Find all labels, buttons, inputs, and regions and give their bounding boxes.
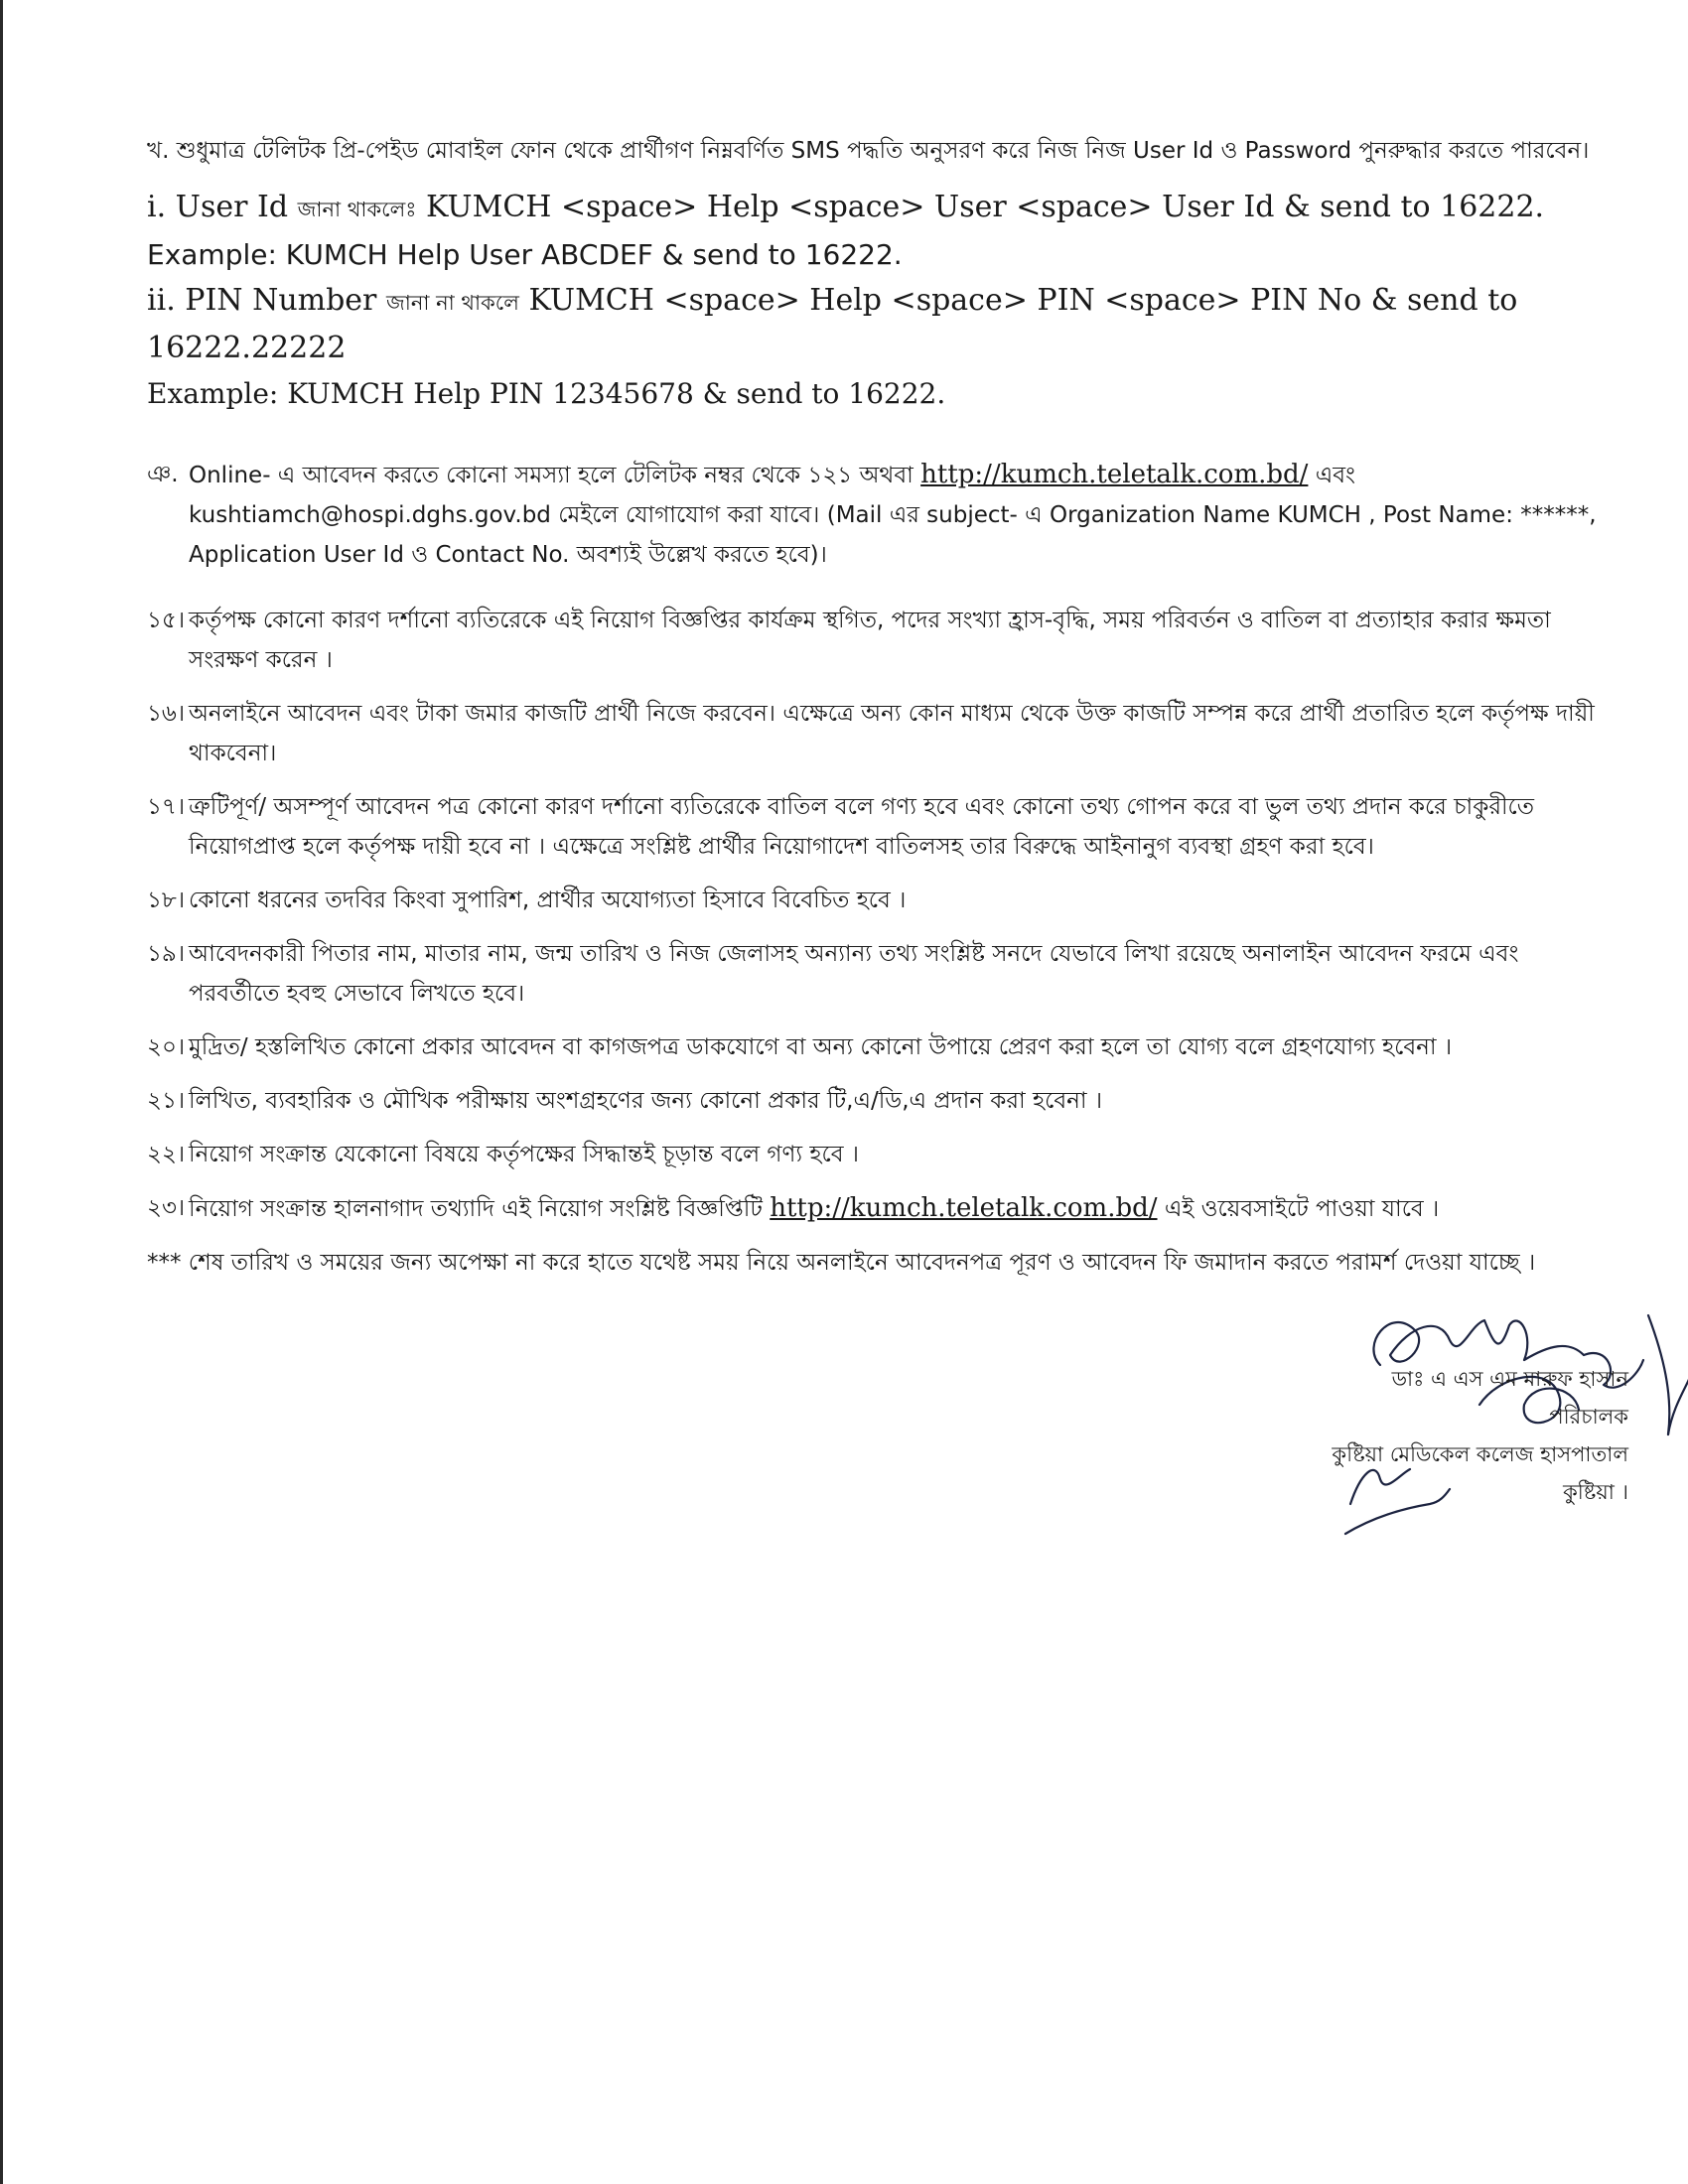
list-item [147, 694, 1617, 773]
item-text: অনলাইনে আবেদন এবং টাকা জমার কাজটি প্রার্থী নিজে করবেন। এক্ষেত্রে অন্য কোন মাধ্যম থেকে উক্ত কাজটি সম্পন্ন করে প্রার্থী প্রতারিত হলে কর্তৃপক্ষ দায়ী থাকবেনা। [189, 701, 1595, 766]
sms-user-id-command: KUMCH <space> Help <space> User <space> User Id [425, 190, 1275, 224]
sms-user-id-condition: জানা থাকলেঃ [297, 198, 417, 221]
sms-user-id-line [147, 185, 1617, 232]
clause-number: ঞ. [147, 462, 179, 487]
list-item [147, 787, 1617, 867]
signatory-organization: কুষ্টিয়া মেডিকেল কলেজ হাসপাতাল [1332, 1442, 1628, 1466]
sms-pin-prefix: ii. PIN Number [147, 283, 377, 318]
item-text: কর্তৃপক্ষ কোনো কারণ দর্শানো ব্যতিরেকে এই নিয়োগ বিজ্ঞপ্তির কার্যক্রম স্থগিত, পদের সংখ্যা হ্রাস-বৃদ্ধি, সময় পরিবর্তন ও বাতিল বা প্রত্যাহার করার ক্ষমতা সংরক্ষণ করেন । [189, 608, 1551, 673]
list-item [147, 1027, 1617, 1067]
document-body [147, 131, 1617, 1283]
signature-block [1311, 1360, 1628, 1539]
sms-instructions [147, 185, 1617, 417]
list-item [147, 1135, 1617, 1174]
sms-pin-condition: জানা না থাকলে [385, 291, 519, 315]
item-text: লিখিত, ব্যবহারিক ও মৌখিক পরীক্ষায় অংশগ্রহণের জন্য কোনো প্রকার টি,এ/ডি,এ প্রদান করা হবেনা । [189, 1088, 1103, 1114]
item-text: নিয়োগ সংক্রান্ত যেকোনো বিষয়ে কর্তৃপক্ষের সিদ্ধান্তই চূড়ান্ত বলে গণ্য হবে । [189, 1142, 860, 1167]
sms-user-id-tail: & send to 16222. [1284, 190, 1545, 224]
sms-pin-example: Example: KUMCH Help PIN 12345678 & send to 16222. [147, 377, 946, 410]
item-text: মুদ্রিত/ হস্তলিখিত কোনো প্রকার আবেদন বা কাগজপত্র ডাকযোগে বা অন্য কোনো উপায়ে প্রেরণ করা হলে তা যোগ্য বলে গ্রহণযোগ্য হবেনা । [189, 1034, 1453, 1060]
signatory-place: কুষ্টিয়া । [1563, 1480, 1628, 1504]
clause-online-help-text-2: এবং kushtiamch@hospi.dghs.gov.bd মেইলে যোগাযোগ করা যাবে। (Mail এর subject- এ Organization Name KUMCH , Post Name: ******, Application User Id ও Contact No. অবশ্যই উল্লেখ করতে হবে)। [189, 463, 1597, 568]
list-item [147, 601, 1617, 680]
teletalk-link[interactable]: http://kumch.teletalk.com.bd/ [770, 1193, 1158, 1223]
list-item [147, 1188, 1617, 1229]
teletalk-link[interactable]: http://kumch.teletalk.com.bd/ [920, 460, 1309, 489]
item-number: ১৮। [147, 887, 186, 913]
clause-online-help-text-1: Online- এ আবেদন করতে কোনো সমস্যা হলে টেলিটক নম্বর থেকে ১২১ অথবা [189, 463, 914, 488]
item-number: ২২। [147, 1142, 186, 1167]
item-text: নিয়োগ সংক্রান্ত হালনাগাদ তথ্যাদি এই নিয়োগ সংশ্লিষ্ট বিজ্ঞপ্তিটি [189, 1196, 763, 1222]
item-text: কোনো ধরনের তদবির কিংবা সুপারিশ, প্রার্থীর অযোগ্যতা হিসাবে বিবেচিত হবে । [189, 887, 907, 913]
sms-pin-command: KUMCH <space> Help <space> PIN <space> PIN No [528, 283, 1362, 318]
item-text: আবেদনকারী পিতার নাম, মাতার নাম, জন্ম তারিখ ও নিজ জেলাসহ অন্যান্য তথ্য সংশ্লিষ্ট সনদে যেভাবে লিখা রয়েছে অনালাইন আবেদন ফরমে এবং পরবর্তীতে হবহু সেভাবে লিখতে হবে। [189, 941, 1519, 1007]
signatory-name: ডাঃ এ এস এম মারুফ হাসান [1391, 1367, 1628, 1391]
item-number: ১৯। [147, 941, 186, 967]
sms-pin-tail: & send to 16222.22222 [147, 283, 1518, 365]
sms-user-id-prefix: i. User Id [147, 190, 289, 224]
page-edge [0, 0, 3, 2184]
list-item [147, 934, 1617, 1014]
item-number: ১৫। [147, 608, 186, 633]
item-text: ত্রুটিপূর্ণ/ অসম্পূর্ণ আবেদন পত্র কোনো কারণ দর্শানো ব্যতিরেকে বাতিল বলে গণ্য হবে এবং কোনো তথ্য গোপন করে বা ভুল তথ্য প্রদান করে চাকুরীতে নিয়োগপ্রাপ্ত হলে কর্তৃপক্ষ দায়ী হবে না । এক্ষেত্রে সংশ্লিষ্ট প্রার্থীর নিয়োগাদেশ বাতিলসহ তার বিরুদ্ধে আইনানুগ ব্যবস্থা গ্রহণ করা হবে। [189, 794, 1535, 860]
clause-online-help [147, 455, 1617, 575]
clause-kha: খ. শুধুমাত্র টেলিটক প্রি-পেইড মোবাইল ফোন থেকে প্রার্থীগণ নিম্নবর্ণিত SMS পদ্ধতি অনুসরণ করে নিজ নিজ User Id ও Password পুনরুদ্ধার করতে পারবেন। [147, 138, 1590, 164]
clause-list [147, 601, 1617, 1283]
item-text-tail: এই ওয়েবসাইটে পাওয়া যাবে । [1164, 1196, 1440, 1222]
sms-user-id-example: Example: KUMCH Help User ABCDEF & send to 16222. [147, 238, 903, 271]
advisory-note: *** শেষ তারিখ ও সময়ের জন্য অপেক্ষা না করে হাতে যথেষ্ট সময় নিয়ে অনলাইনে আবেদনপত্র পূরণ ও আবেদন ফি জমাদান করতে পরামর্শ দেওয়া যাচ্ছে । [147, 1250, 1536, 1276]
list-item [147, 1081, 1617, 1121]
sms-pin-line [147, 278, 1617, 371]
list-item [147, 881, 1617, 920]
signatory-title: পরিচালক [1549, 1405, 1628, 1429]
item-number: ২০। [147, 1034, 186, 1060]
item-number: ১৭। [147, 794, 186, 820]
item-number: ২৩। [147, 1195, 186, 1221]
item-number: ১৬। [147, 701, 186, 727]
item-number: ২১। [147, 1088, 186, 1114]
